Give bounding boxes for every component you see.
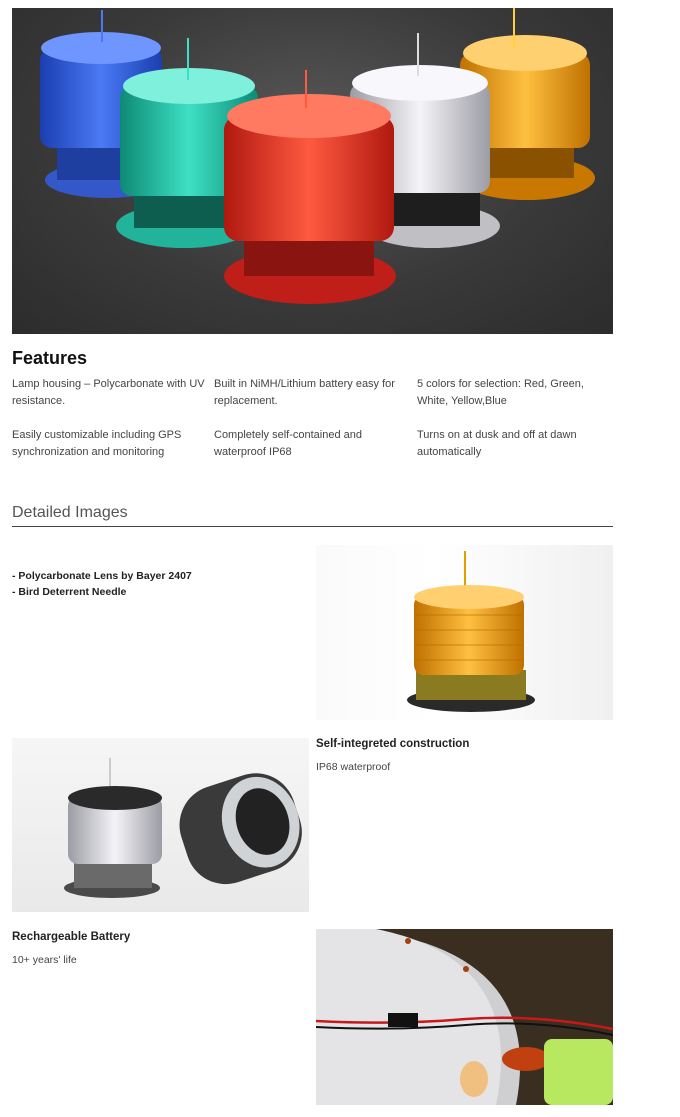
feature-item: 5 colors for selection: Red, Green, White, Yellow,Blue bbox=[417, 378, 584, 407]
construction-caption-title: Self-integreted construction bbox=[316, 738, 470, 750]
battery-caption-text: 10+ years' life bbox=[12, 954, 77, 966]
feature-item: Lamp housing – Polycarbonate with UV resistance. bbox=[12, 378, 205, 407]
feature-item: Completely self-contained and waterproof IP68 bbox=[214, 429, 362, 458]
hero-product-photo bbox=[12, 8, 613, 334]
list-item: - Polycarbonate Lens by Bayer 2407 bbox=[12, 570, 192, 582]
battery-detail-photo bbox=[316, 929, 613, 1105]
section-divider bbox=[12, 526, 613, 527]
construction-caption-text: IP68 waterproof bbox=[316, 761, 391, 773]
white-lamp-detail-photo bbox=[12, 738, 309, 912]
feature-item: Turns on at dusk and off at dawn automatically bbox=[417, 429, 577, 458]
detailed-images-heading: Detailed Images bbox=[12, 504, 128, 521]
lens-features-list bbox=[12, 568, 192, 600]
feature-item: Built in NiMH/Lithium battery easy for replacement. bbox=[214, 378, 395, 407]
battery-caption-title: Rechargeable Battery bbox=[12, 931, 131, 943]
feature-item: Easily customizable including GPS synchronization and monitoring bbox=[12, 429, 182, 458]
yellow-lamp-detail-photo bbox=[316, 545, 613, 720]
red-lamp-image bbox=[224, 70, 396, 304]
features-heading: Features bbox=[12, 348, 88, 368]
list-item: - Bird Deterrent Needle bbox=[12, 586, 127, 598]
features-grid bbox=[12, 376, 622, 461]
